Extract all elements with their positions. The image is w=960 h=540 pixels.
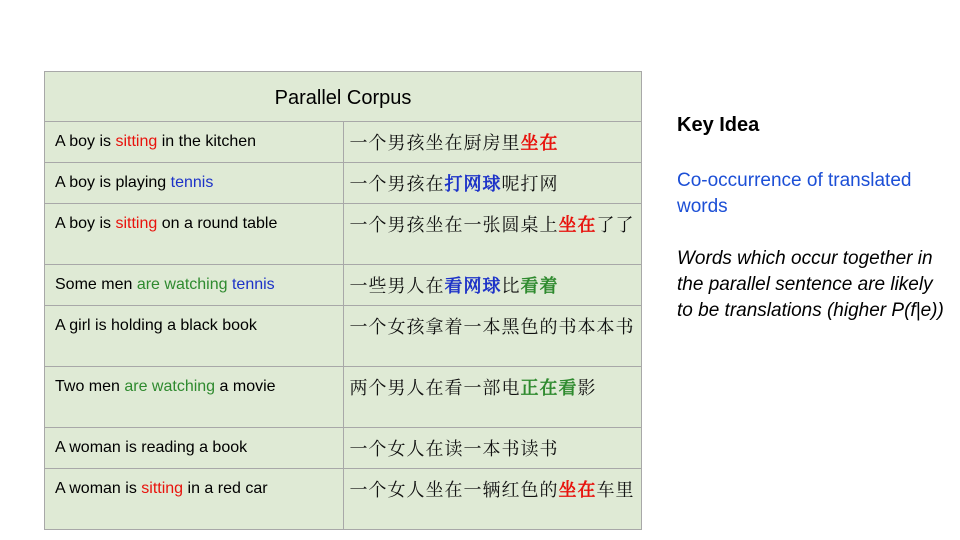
table-row xyxy=(45,367,642,428)
sentence-text: A girl is holding a black book xyxy=(55,317,257,334)
english-sentence xyxy=(45,367,344,428)
parallel-corpus-table xyxy=(44,71,642,530)
sentence-text: A boy is xyxy=(55,133,116,150)
highlighted-word: sitting xyxy=(115,133,158,150)
chinese-sentence xyxy=(343,163,642,204)
table-row xyxy=(45,163,642,204)
sentence-text: 一个男孩坐在厨房里 xyxy=(349,133,521,153)
chinese-sentence xyxy=(343,306,642,367)
sentence-text: 比 xyxy=(501,276,521,296)
key-idea-heading: Key Idea xyxy=(677,114,760,136)
sentence-text: 呢打网 xyxy=(501,174,559,194)
highlighted-word: 正在看 xyxy=(520,378,578,398)
highlighted-word: 坐在 xyxy=(520,133,559,153)
english-sentence xyxy=(45,428,344,469)
sentence-text: 一个女人坐在一辆红色的 xyxy=(349,480,559,500)
sentence-text: 一个女人在读一本书读书 xyxy=(349,439,559,459)
sentence-text: 影 xyxy=(577,378,597,398)
table-header: Parallel Corpus xyxy=(45,72,642,122)
corpus-body xyxy=(45,122,642,530)
table-row xyxy=(45,469,642,530)
table-row xyxy=(45,428,642,469)
sentence-text: a movie xyxy=(215,378,276,395)
sentence-text: 一个女孩拿着一本黑色的书本本书 xyxy=(349,317,635,337)
sentence-text: 两个男人在看一部电 xyxy=(349,378,521,398)
chinese-sentence xyxy=(343,367,642,428)
table-row xyxy=(45,265,642,306)
english-sentence xyxy=(45,163,344,204)
sentence-text: Some men xyxy=(55,276,137,293)
sentence-text: 一个男孩坐在一张圆桌上 xyxy=(349,215,559,235)
highlighted-word: tennis xyxy=(231,276,275,293)
chinese-sentence xyxy=(343,204,642,265)
sentence-text: A boy is xyxy=(55,215,116,232)
sentence-text: A woman is reading a book xyxy=(55,439,248,456)
highlighted-word: are watching xyxy=(136,276,228,293)
highlighted-word: tennis xyxy=(170,174,214,191)
table-row xyxy=(45,306,642,367)
english-sentence xyxy=(45,306,344,367)
highlighted-word: 打网球 xyxy=(444,174,502,194)
sentence-text: 一个男孩在 xyxy=(349,174,445,194)
sentence-text: A woman is xyxy=(55,480,142,497)
highlighted-word: 看着 xyxy=(520,276,559,296)
highlighted-word: 看网球 xyxy=(444,276,502,296)
sentence-text: in the kitchen xyxy=(157,133,257,150)
sentence-text: 车里 xyxy=(596,480,635,500)
english-sentence xyxy=(45,204,344,265)
chinese-sentence xyxy=(343,265,642,306)
highlighted-word: 坐在 xyxy=(558,215,597,235)
sentence-text: on a round table xyxy=(157,215,278,232)
english-sentence xyxy=(45,469,344,530)
highlighted-word: sitting xyxy=(141,480,184,497)
cooccurrence-text: Co-occurrence of translated words xyxy=(677,170,912,217)
english-sentence xyxy=(45,265,344,306)
table-row xyxy=(45,122,642,163)
table-row xyxy=(45,204,642,265)
highlighted-word: sitting xyxy=(115,215,158,232)
english-sentence xyxy=(45,122,344,163)
highlighted-word: are watching xyxy=(124,378,216,395)
description-text: Words which occur together in the parallel sentence are likely to be translations (higher P(f|e)) xyxy=(677,248,944,321)
chinese-sentence xyxy=(343,469,642,530)
sentence-text: A boy is playing xyxy=(55,174,171,191)
chinese-sentence xyxy=(343,428,642,469)
sentence-text: in a red car xyxy=(183,480,268,497)
highlighted-word: 坐在 xyxy=(558,480,597,500)
chinese-sentence xyxy=(343,122,642,163)
sentence-text: 了了 xyxy=(596,215,635,235)
sentence-text: Two men xyxy=(55,378,125,395)
sentence-text: 一些男人在 xyxy=(349,276,445,296)
